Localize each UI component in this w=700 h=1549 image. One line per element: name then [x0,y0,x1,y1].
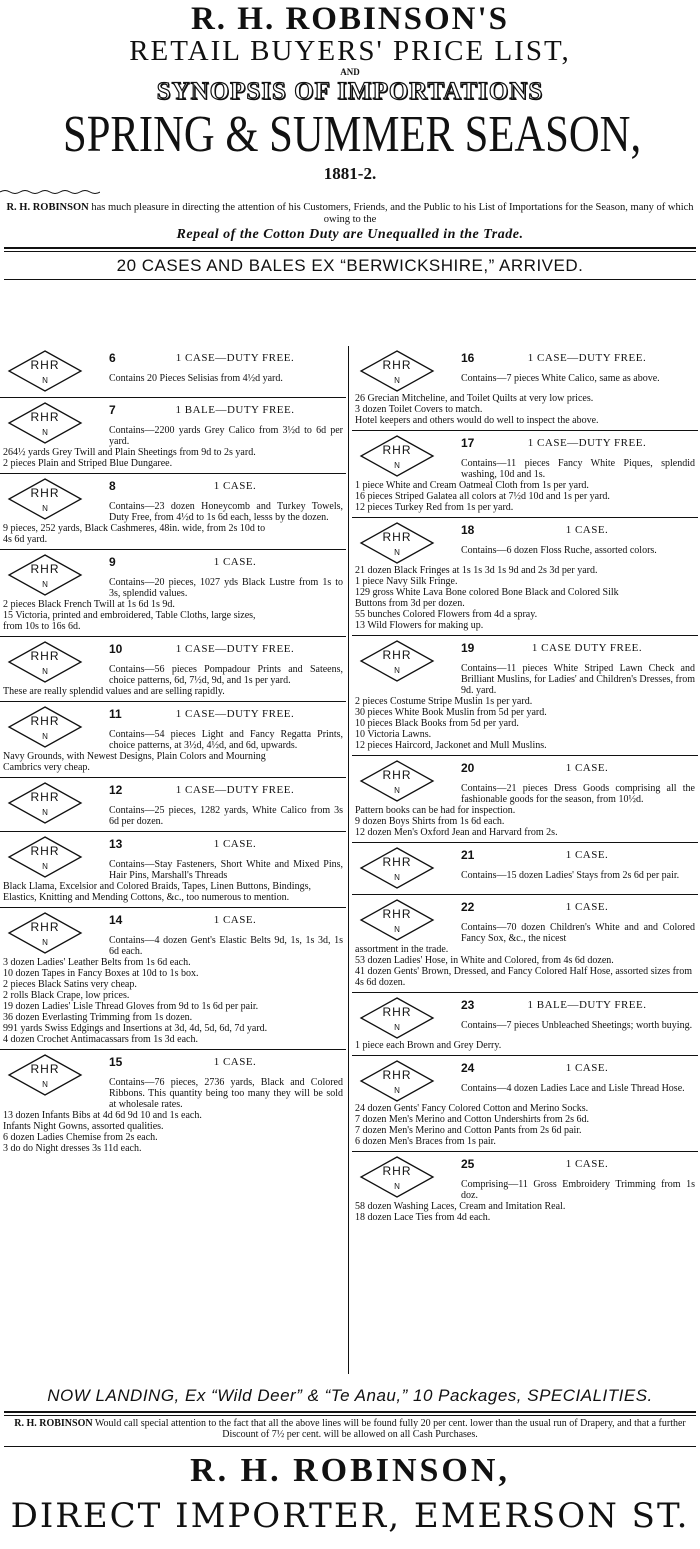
logo-mark: RHR [30,486,60,500]
lot-header [355,521,695,565]
lot-number: 23 [461,998,475,1012]
lot-line: 12 pieces Haircord, Jackonet and Mull Muslins. [355,740,547,751]
lot-header [3,781,343,827]
lot-contents: Contains—54 pieces Light and Fancy Regatta Prints, choice patterns, at 3½d, 4½d, and 6d, upwards. [109,729,343,751]
rhr-trademark-logo [359,898,435,942]
lot-title: 1 CASE—DUTY FREE. [527,437,647,449]
lot-entry [352,636,698,756]
lot-entry [352,1152,698,1227]
lot-header [3,705,343,751]
discount-notice [4,1418,696,1440]
logo-sub: N [42,376,48,385]
lot-entry [0,908,346,1050]
logo-mark: RHR [30,649,60,663]
lot-line: from 10s to 16s 6d. [3,621,81,632]
lot-contents: Contains—20 pieces, 1027 yds Black Lustre from 1s to 3s, splendid values. [109,577,343,599]
lot-contents: Contains—15 dozen Ladies' Stays from 2s 6d per pair. [461,870,680,881]
lot-entry [352,518,698,636]
lot-line: 12 dozen Men's Oxford Jean and Harvard from 2s. [355,827,558,838]
lot-entry [0,832,346,908]
lot-line: 12 pieces Turkey Red from 1s per yard. [355,502,514,513]
lot-line: 18 dozen Lace Ties from 4d each. [355,1212,491,1223]
lot-entry [0,550,346,637]
lot-line: These are really splendid values and are selling rapidly. [3,686,225,697]
lot-number: 11 [109,707,122,721]
lot-title: 1 CASE. [213,1056,257,1068]
advert-title: R. H. ROBINSON'S [190,1,510,37]
decorative-squiggle [0,189,100,195]
lot-title: 1 CASE—DUTY FREE. [175,352,295,364]
footer-name: R. H. ROBINSON, [190,1452,510,1489]
rhr-trademark-logo [7,553,83,597]
lot-number: 13 [109,837,123,851]
logo-mark: RHR [382,1164,412,1178]
lot-title: 1 CASE—DUTY FREE. [175,784,295,796]
lot-header [3,835,343,881]
logo-mark: RHR [382,648,412,662]
rhr-trademark-logo [7,401,83,445]
lot-number: 22 [461,900,475,914]
logo-sub: N [394,461,400,470]
intro-text: has much pleasure in directing the attention of his Customers, Friends, and the Public to his List of Importations for the Season, many of which owing to the [88,202,694,225]
logo-sub: N [394,376,400,385]
logo-mark: RHR [382,530,412,544]
lot-line: 129 gross White Lava Bone colored Bone Black and Colored Silk [355,587,619,598]
lot-number: 12 [109,783,123,797]
lot-title: 1 CASE. [565,901,609,913]
lot-line: Navy Grounds, with Newest Designs, Plain Colors and Mourning [3,751,266,762]
lot-line: Hotel keepers and others would do well to inspect the above. [355,415,599,426]
logo-sub: N [42,938,48,947]
rhr-trademark-logo [359,521,435,565]
lot-contents: Contains—2200 yards Grey Calico from 3½d to 6d per yard. [109,425,343,447]
lot-entry [0,702,346,778]
lot-line: 3 do do Night dresses 3s 11d each. [3,1143,142,1154]
lot-number: 17 [461,436,475,450]
double-rule [4,247,696,252]
lot-line: 41 dozen Gents' Brown, Dressed, and Fancy Colored Half Hose, assorted sizes from 4s 6d dozen. [355,966,693,988]
lot-contents: Contains—11 pieces Fancy White Piques, splendid washing, 10d and 1s. [461,458,695,480]
lot-line: Infants Night Gowns, assorted qualities. [3,1121,164,1132]
lot-number: 7 [109,403,116,417]
lot-line: 7 dozen Men's Merino and Cotton Pants from 2s 6d pair. [355,1125,582,1136]
lot-line: Cambrics very cheap. [3,762,90,773]
lot-contents: Contains—6 dozen Floss Ruche, assorted colors. [461,545,657,556]
lot-line: 19 dozen Ladies' Lisle Thread Gloves from 9d to 1s 6d per pair. [3,1001,259,1012]
lot-entry [352,346,698,431]
lot-title: 1 CASE—DUTY FREE. [527,352,647,364]
lot-entry [0,346,346,398]
lot-header [3,553,343,599]
lot-entry [0,1050,346,1158]
logo-mark: RHR [382,768,412,782]
lot-title: 1 CASE. [565,524,609,536]
lot-contents: Contains—21 pieces Dress Goods comprising all the fashionable goods for the season, from 10½d. [461,783,695,805]
logo-mark: RHR [30,844,60,858]
logo-mark: RHR [382,1005,412,1019]
lot-line: 2 rolls Black Crape, low prices. [3,990,130,1001]
logo-mark: RHR [382,443,412,457]
lot-entry [352,843,698,895]
lot-line: 1 piece White and Cream Oatmeal Cloth from 1s per yard. [355,480,589,491]
lot-contents: Contains—70 dozen Children's White and and Colored Fancy Sox, &c., the nicest [461,922,695,944]
lot-header [355,846,695,890]
lot-number: 20 [461,761,475,775]
lot-number: 15 [109,1055,123,1069]
lot-title: 1 CASE DUTY FREE. [531,642,643,654]
rhr-trademark-logo [7,781,83,825]
lot-entry [0,474,346,550]
lot-contents: Contains—76 pieces, 2736 yards, Black and Colored Ribbons. This quantity being too many they will be sold at wholesale rates. [109,1077,343,1110]
lot-entry [352,756,698,843]
rhr-trademark-logo [7,835,83,879]
arrival-banner: 20 CASES AND BALES EX “BERWICKSHIRE,” ARRIVED. [116,256,584,275]
lot-contents: Contains—Stay Fasteners, Short White and Mixed Pins, Hair Pins, Marshall's Threads [109,859,343,881]
lot-title: 1 CASE. [213,480,257,492]
lot-header [355,1059,695,1103]
left-column [0,346,346,1158]
lot-number: 16 [461,351,475,365]
lot-number: 18 [461,523,475,537]
lot-number: 9 [109,555,116,569]
lot-line: 16 pieces Striped Galatea all colors at 7½d 10d and 1s per yard. [355,491,610,502]
lot-line: 10 Victoria Lawns. [355,729,432,740]
lot-line: 15 Victoria, printed and embroidered, Table Cloths, large sizes, [3,610,256,621]
rhr-trademark-logo [359,434,435,478]
logo-sub: N [394,1182,400,1191]
season-year: 1881-2. [323,164,377,183]
logo-mark: RHR [30,920,60,934]
lot-header [355,1155,695,1201]
lot-header [355,349,695,393]
logo-sub: N [42,667,48,676]
rhr-trademark-logo [359,349,435,393]
rhr-trademark-logo [7,1053,83,1097]
lot-title: 1 CASE. [213,914,257,926]
synopsis-heading: SYNOPSIS OF IMPORTATIONS [156,78,544,105]
lot-contents: Contains—4 dozen Gent's Elastic Belts 9d, 1s, 1s 3d, 1s 6d each. [109,935,343,957]
column-divider [348,346,349,1374]
lot-entry [352,1056,698,1152]
logo-sub: N [394,1086,400,1095]
rhr-trademark-logo [7,911,83,955]
lot-line: 30 pieces White Book Muslin from 5d per yard. [355,707,547,718]
lot-header [3,477,343,523]
lot-contents: Contains—23 dozen Honeycomb and Turkey Towels, Duty Free, from 4½d to 1s 6d each, lesss by the dozen. [109,501,343,523]
rhr-trademark-logo [7,349,83,393]
notice-name: R. H. ROBINSON [14,1418,93,1429]
lot-line: 2 pieces Costume Stripe Muslin 1s per yard. [355,696,533,707]
rhr-trademark-logo [359,996,435,1040]
lot-line: 36 dozen Everlasting Trimming from 1s dozen. [3,1012,193,1023]
logo-sub: N [394,548,400,557]
lot-entry [0,398,346,474]
rule [4,279,696,280]
lot-contents: Comprising—11 Gross Embroidery Trimming from 1s doz. [461,1179,695,1201]
lot-title: 1 CASE. [565,1062,609,1074]
lot-line: 24 dozen Gents' Fancy Colored Cotton and Merino Socks. [355,1103,589,1114]
logo-mark: RHR [30,562,60,576]
lot-number: 21 [461,848,475,862]
now-landing-line: NOW LANDING, Ex “Wild Deer” & “Te Anau,” 10 Packages, SPECIALITIES. [47,1386,653,1405]
lot-number: 19 [461,641,475,655]
lot-header [355,759,695,805]
lot-entry [0,778,346,832]
season-heading: SPRING & SUMMER SEASON, [63,106,642,163]
lot-number: 10 [109,642,123,656]
lot-number: 14 [109,913,123,927]
repeal-notice: Repeal of the Cotton Duty are Unequalled in the Trade. [176,227,524,242]
lot-header [3,349,343,393]
lot-title: 1 BALE—DUTY FREE. [527,999,647,1011]
lot-line: 264½ yards Grey Twill and Plain Sheetings from 9d to 2s yard. [3,447,256,458]
lot-line: 6 dozen Ladies Chemise from 2s each. [3,1132,158,1143]
logo-sub: N [42,808,48,817]
logo-mark: RHR [30,790,60,804]
lot-header [3,401,343,447]
lot-entry [352,993,698,1056]
logo-sub: N [42,428,48,437]
logo-sub: N [42,504,48,513]
lot-line: 3 dozen Ladies' Leather Belts from 1s 6d each. [3,957,191,968]
lot-contents: Contains—4 dozen Ladies Lace and Lisle Thread Hose. [461,1083,685,1094]
lot-header [3,640,343,686]
lot-line: 10 pieces Black Books from 5d per yard. [355,718,519,729]
logo-sub: N [42,862,48,871]
lot-number: 8 [109,479,116,493]
logo-sub: N [42,732,48,741]
advert-subtitle: RETAIL BUYERS' PRICE LIST, [129,35,571,67]
lot-entry [0,637,346,702]
lot-line: 2 pieces Black French Twill at 1s 6d 1s 9d. [3,599,175,610]
rhr-trademark-logo [359,846,435,890]
lot-line: 26 Grecian Mitcheline, and Toilet Quilts at very low prices. [355,393,594,404]
lot-line: 55 bunches Colored Flowers from 4d a spray. [355,609,538,620]
lot-number: 24 [461,1061,475,1075]
lot-line: 4 dozen Crochet Antimacassars from 1s 3d each. [3,1034,198,1045]
logo-mark: RHR [382,855,412,869]
logo-sub: N [42,1080,48,1089]
lot-contents: Contains 20 Pieces Selisias from 4½d yard. [109,373,283,384]
logo-mark: RHR [30,714,60,728]
rhr-trademark-logo [359,639,435,683]
lot-line: 1 piece each Brown and Grey Derry. [355,1040,502,1051]
lot-contents: Contains—11 pieces White Striped Lawn Check and Brilliant Muslins, for Ladies' and Children's Dresses, from 9d. yard. [461,663,695,696]
notice-text: Would call special attention to the fact that all the above lines will be found fully 20 per cent. lower than the usual run of Drapery, and that a further Discount of 7½ per cent. will be allowed on all Cash Purchases. [92,1418,686,1440]
intro-name: R. H. ROBINSON [6,202,89,213]
lot-header [3,1053,343,1110]
rhr-trademark-logo [359,759,435,803]
lot-line: 3 dozen Toilet Covers to match. [355,404,483,415]
lot-title: 1 CASE. [565,1158,609,1170]
lot-header [3,911,343,957]
lot-contents: Contains—7 pieces Unbleached Sheetings; worth buying. [461,1020,693,1031]
lot-line: 21 dozen Black Fringes at 1s 1s 3d 1s 9d and 2s 3d per yard. [355,565,598,576]
lot-line: 4s 6d yard. [3,534,48,545]
footer-address: DIRECT IMPORTER, EMERSON ST. [10,1496,690,1536]
lot-header [355,639,695,696]
lot-line: 7 dozen Men's Merino and Cotton Undershirts from 2s 6d. [355,1114,589,1125]
lot-line: Pattern books can be had for inspection. [355,805,516,816]
double-rule [4,1411,696,1416]
logo-sub: N [394,925,400,934]
lot-line: 2 pieces Plain and Striped Blue Dungaree. [3,458,173,469]
intro-paragraph [0,202,700,226]
lot-line: 9 dozen Boys Shirts from 1s 6d each. [355,816,505,827]
lot-line: assortment in the trade. [355,944,449,955]
lot-header [355,898,695,944]
lot-number: 6 [109,351,116,365]
lot-line: 2 pieces Black Satins very cheap. [3,979,137,990]
lot-title: 1 BALE—DUTY FREE. [175,404,295,416]
lot-title: 1 CASE—DUTY FREE. [175,643,295,655]
lot-title: 1 CASE. [213,556,257,568]
rhr-trademark-logo [359,1155,435,1199]
rhr-trademark-logo [359,1059,435,1103]
logo-mark: RHR [382,1068,412,1082]
lot-line: Buttons from 3d per dozen. [355,598,465,609]
lot-entry [352,895,698,993]
rhr-trademark-logo [7,705,83,749]
lot-contents: Contains—56 pieces Pompadour Prints and Sateens, choice patterns, 6d, 7½d, 9d, and 1s per yard. [109,664,343,686]
logo-mark: RHR [382,358,412,372]
lot-line: 13 Wild Flowers for making up. [355,620,484,631]
lot-number: 25 [461,1157,475,1171]
lot-title: 1 CASE. [565,762,609,774]
lot-header [355,996,695,1040]
rhr-trademark-logo [7,640,83,684]
lot-line: 10 dozen Tapes in Fancy Boxes at 10d to 1s box. [3,968,199,979]
lot-line: 53 dozen Ladies' Hose, in White and Colored, from 4s 6d dozen. [355,955,614,966]
rule [4,1446,696,1447]
lot-title: 1 CASE—DUTY FREE. [175,708,295,720]
logo-sub: N [42,580,48,589]
lot-line: 991 yards Swiss Edgings and Insertions at 3d, 4d, 5d, 6d, 7d yard. [3,1023,268,1034]
rhr-trademark-logo [7,477,83,521]
lot-contents: Contains—7 pieces White Calico, same as above. [461,373,660,384]
lot-line: 58 dozen Washing Laces, Cream and Imitation Real. [355,1201,566,1212]
right-column [352,346,698,1227]
lot-contents: Contains—25 pieces, 1282 yards, White Calico from 3s 6d per dozen. [109,805,343,827]
logo-mark: RHR [30,1062,60,1076]
lot-title: 1 CASE. [213,838,257,850]
lot-line: Black Llama, Excelsior and Colored Braids, Tapes, Linen Buttons, Bindings, Elastics, Knitting and Mending Cottons, &c., too numerous to mention. [3,881,311,903]
logo-sub: N [394,873,400,882]
logo-mark: RHR [30,410,60,424]
logo-sub: N [394,666,400,675]
lot-line: 13 dozen Infants Bibs at 4d 6d 9d 10 and 1s each. [3,1110,202,1121]
item-columns [0,346,700,1374]
lot-line: 6 dozen Men's Braces from 1s pair. [355,1136,496,1147]
logo-sub: N [394,786,400,795]
logo-sub: N [394,1023,400,1032]
lot-line: 1 piece Navy Silk Fringe. [355,576,458,587]
logo-mark: RHR [30,358,60,372]
lot-title: 1 CASE. [565,849,609,861]
lot-line: 9 pieces, 252 yards, Black Cashmeres, 48in. wide, from 2s 10d to [3,523,266,534]
logo-mark: RHR [382,907,412,921]
lot-header [355,434,695,480]
and-text: AND [340,67,360,77]
lot-entry [352,431,698,518]
